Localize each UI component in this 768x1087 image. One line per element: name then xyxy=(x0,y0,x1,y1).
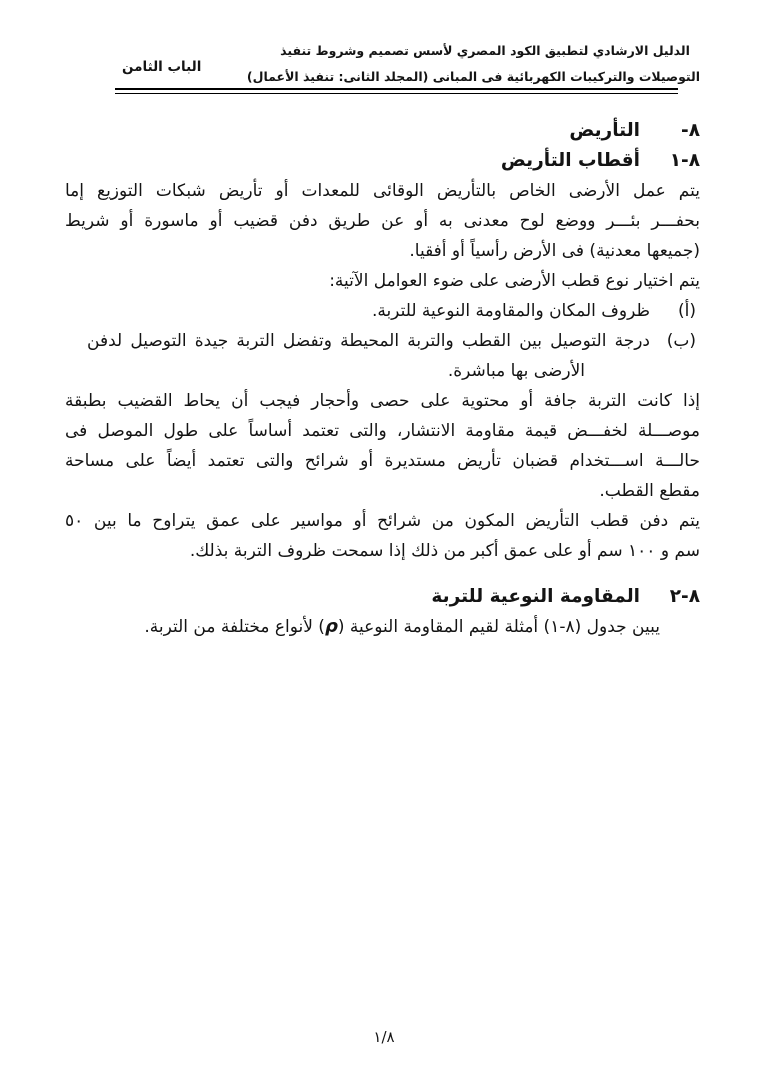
heading-title: أقطاب التأريض xyxy=(500,150,640,171)
heading-number: ٨-٢ xyxy=(669,586,700,607)
list-marker-b: (ب) xyxy=(666,331,696,351)
list-marker-a: (أ) xyxy=(678,301,696,321)
chapter-label: الباب الثامن xyxy=(122,59,202,75)
table-reference-text: يبين جدول (٨-١) أمثلة لقيم المقاومة النوعية ( xyxy=(337,617,660,637)
heading-number: ٨- xyxy=(681,120,700,141)
heading-title: المقاومة النوعية للتربة xyxy=(431,586,640,607)
header-title-line-1: الدليل الارشادي لتطبيق الكود المصري لأسس تصميم وشروط تنفيذ xyxy=(280,43,690,58)
list-item-b-text: درجة التوصيل بين القطب والتربة المحيطة وتفضل التربة جيدة التوصيل لدفن xyxy=(87,331,650,351)
list-item-a-text: ظروف المكان والمقاومة النوعية للتربة. xyxy=(371,301,650,321)
heading-number: ٨-١ xyxy=(669,150,700,171)
paragraph-line: يتم عمل الأرضى الخاص بالتأريض الوقائى للمعدات أو تأريض شبكات التوزيع إما xyxy=(65,181,700,201)
section-heading-8-1 xyxy=(65,146,700,176)
paragraph-line: (جميعها معدنية) فى الأرض رأسياً أو أفقيا. xyxy=(409,241,700,261)
list-item-b-continuation: الأرضى بها مباشرة. xyxy=(447,361,585,381)
heading-title: التأريض xyxy=(569,120,640,141)
section-heading-8 xyxy=(65,116,700,146)
header-double-rule xyxy=(115,88,678,94)
list-item-a xyxy=(65,296,700,326)
header-title xyxy=(246,38,700,90)
paragraph-line: بحفـــر بئـــر ووضع لوح معدنى به أو عن طريق دفن قضيب أو ماسورة أو شريط xyxy=(65,211,700,231)
list-item-b xyxy=(87,326,700,356)
page-number: ١/٨ xyxy=(373,1028,395,1046)
paragraph-line: سم و ١٠٠ سم أو على عمق أكبر من ذلك إذا سمحت ظروف التربة بذلك. xyxy=(189,541,700,561)
section-heading-8-2 xyxy=(65,582,700,612)
table-reference-text-end: ) لأنواع مختلفة من التربة. xyxy=(144,617,325,637)
rho-symbol: ρ xyxy=(324,616,338,637)
paragraph-line: يتم دفن قطب التأريض المكون من شرائح أو مواسير على عمق يتراوح ما بين ٥٠ xyxy=(65,511,700,531)
paragraph-line: موصـــلة لخفـــض قيمة مقاومة الانتشار، والتى تعتمد أساساً على طول الموصل فى xyxy=(65,421,700,441)
paragraph-line: إذا كانت التربة جافة أو محتوية على حصى وأحجار فيجب أن يحاط القضيب بطبقة xyxy=(65,391,700,411)
header-title-line-2: التوصيلات والتركيبات الكهربائية فى المبانى (المجلد الثانى: تنفيذ الأعمال) xyxy=(246,69,700,84)
paragraph-line: حالـــة اســـتخدام قضبان تأريض مستديرة أو شرائح والتى تعتمد أيضاً على مساحة xyxy=(65,451,700,471)
page-content xyxy=(65,116,700,642)
paragraph-line: يتم اختيار نوع قطب الأرضى على ضوء العوامل الآتية: xyxy=(329,271,700,291)
paragraph-line: مقطع القطب. xyxy=(599,481,700,501)
paragraph-line xyxy=(65,612,700,642)
